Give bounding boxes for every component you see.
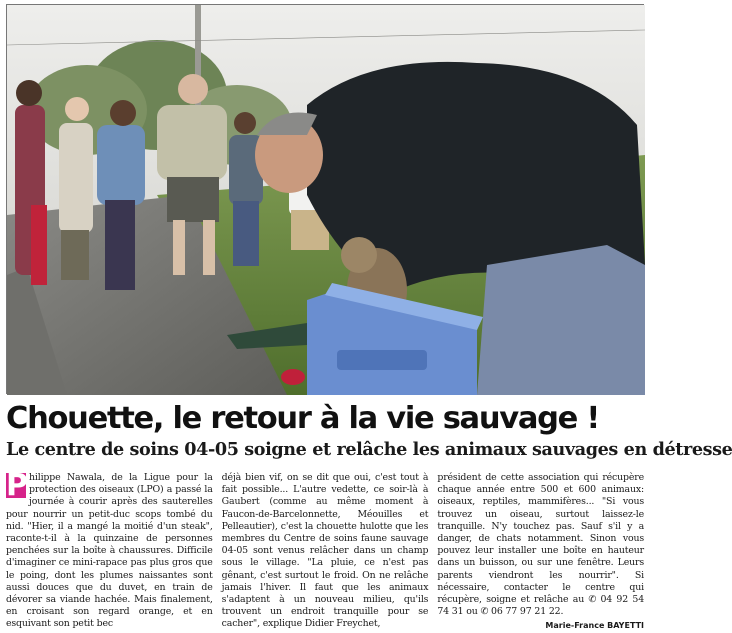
subheadline: Le centre de soins 04-05 soigne et relâche les animaux sauvages en détresse xyxy=(6,439,732,460)
column-2 xyxy=(221,472,429,630)
column-3-text: président de cette association qui récupère chaque année entre 500 et 600 animaux: oiseaux, reptiles, mammifères... "Si vous trouvez un oiseau, surtout laissez-le tranquille. N'y touchez pas. Sauf s'il y a danger, de chats notamment. Sinon vous pouvez leur installer une boîte en hauteur dans un buisson, ou sur une fenêtre. Leurs parents viendront les nourrir". Si nécessaire, contacter le centre qui récupère, soigne et relâche au ✆ 04 92 54 74 31 ou ✆ 06 77 97 21 22. xyxy=(437,472,645,618)
headline: Chouette, le retour à la vie sauvage ! xyxy=(6,401,599,436)
photo-illustration xyxy=(7,5,645,395)
article-body xyxy=(6,468,645,631)
column-2-text: déjà bien vif, on se dit que oui, c'est tout à fait possible... L'autre vedette, ce soir-là à Gaubert (comme au même moment à Faucon-de-Barcelonnette, Méouilles et Pelleautier), c'est la chouette hulotte que les membres du Centre de soins faune sauvage 04-05 sont venus relâcher dans un champ sous le village. "La pluie, ce n'est pas gênant, c'est surtout le froid. On ne relâche jamais l'hiver. Il faut que les animaux s'adaptent à un nouveau milieu, qu'ils trouvent un endroit tranquille pour se cacher", explique Didier Freychet, xyxy=(221,472,429,630)
article-photo xyxy=(6,4,644,394)
drop-cap: P xyxy=(6,468,28,503)
column-1-text: hilippe Nawala, de la Ligue pour la protection des oiseaux (LPO) a passé la journée à courir après des sauterelles pour nourrir un petit-duc scops tombé du nid. "Hier, il a mangé la moitié d'un steak", raconte-t-il à la quinzaine de personnes penchées sur la boîte à chaussures. Difficile d'imaginer ce mini-rapace pas plus gros que le poing, dont les plumes naissantes sont aussi douces que du duvet, en train de dévorer sa viande hachée. Mais finalement, en croisant son regard orange, et en esquivant son petit bec xyxy=(6,472,213,630)
column-1 xyxy=(6,468,213,630)
byline: Marie-France BAYETTI xyxy=(545,621,645,631)
column-3 xyxy=(437,472,645,631)
